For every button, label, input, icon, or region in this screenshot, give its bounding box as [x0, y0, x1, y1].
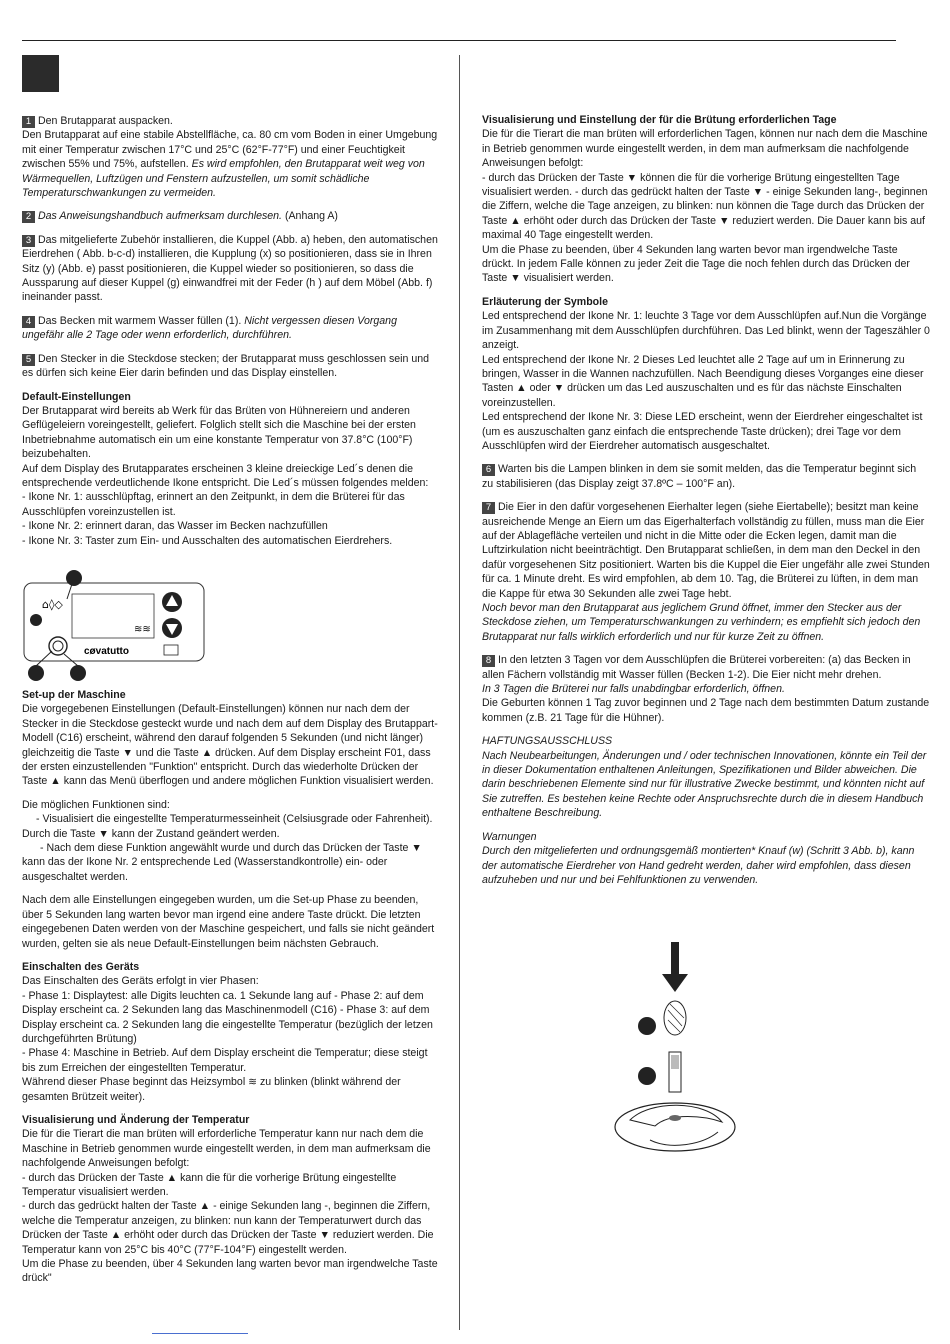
icon-3-description: - Ikone Nr. 3: Taster zum Ein- und Ausschalten des automatischen Eierdrehers.: [22, 534, 393, 547]
column-divider: [459, 55, 460, 1330]
disclaimer-text: Nach Neubearbeitungen, Änderungen und / oder technischen Innovationen, könnte ein Teil der in dieser Dokumentation enthaltenen Anleitungen, Spezifikationen und Bilder abweichen. Die darin beschriebenen Elemente sind nur für illustrative Zwecke bestimmt, und könnten nicht auf Sie zutreffen. Es bestehen keine Rechte oder Anspruchsrechte durch die in diesem Handbuch enthaltene Beschreibung.: [482, 749, 927, 820]
callout-shaft-dot: [638, 1067, 656, 1085]
step-3-number: 3: [22, 235, 35, 247]
step-6-number: 6: [482, 464, 495, 476]
setup-title: Set-up der Maschine: [22, 689, 126, 701]
step-5-number: 5: [22, 354, 35, 366]
step-1-note: Es wird empfohlen, den Brutapparat weit weg von Wärmequellen, Luftzügen und Fenstern aufzustellen, um somit schädliche Temperaturschwankungen zu vermeiden.: [22, 158, 425, 200]
callout-led-dot: [30, 614, 42, 626]
callout-2-dot: [70, 665, 86, 681]
days-text-2: - durch das Drücken der Taste ▼ können die für die vorherige Brütung eingestellten Tage visualisiert werden. - durch das gedrückt halten der Taste ▼ - einige Sekunden lang-, beginnen die Ziffern, welche die Tage anzeigen, zu blinken: nun können die Tage durch das Drücken der Taste ▲ erhöht oder durch das Drücken der Taste ▼ reduziert werden. Die Dauer kann bis auf maximal 40 Tage eingestellt werden.: [482, 171, 928, 242]
warnings: [482, 830, 930, 888]
power-on-text-2: - Phase 1: Displaytest: alle Digits leuchten ca. 1 Sekunde lang auf - Phase 2: auf dem Display erscheint ca. 2 Sekunden lang das Maschinenmodell (C16) - Phase 3: auf dem Display erscheint ca. 2 Sekunden lang die eingestellte Temperatur (bezüglich der letzen durchgeführten Brütung): [22, 989, 433, 1045]
power-on-title: Einschalten des Geräts: [22, 960, 140, 973]
functions-title: Die möglichen Funktionen sind:: [22, 798, 170, 811]
step-8-text: In den letzten 3 Tagen vor dem Ausschlüpfen die Brüterei vorbereiten: (a) das Becken in allen Fächern vollständig mit Wasser füllen (Becken 1-2). Die Eier nicht mehr drehen.: [482, 654, 911, 681]
temperature-text-2: - durch das Drücken der Taste ▲ kann die für die vorherige Brütung eingestellte Temperatur visualisiert werden.: [22, 1171, 397, 1198]
right-column: [482, 113, 930, 896]
step-8-note: In 3 Tagen die Brüterei nur falls unabdingbar erforderlich, öffnen.: [482, 683, 785, 696]
days-text-3: Um die Phase zu beenden, über 4 Sekunden lang warten bevor man irgendwelche Taste drückt. In jedem Falle können zu jeder Zeit die Tage die noch fehlen durch das Drücken der Taste ▼ visualisiert werden.: [482, 243, 910, 285]
symbols-text-1: Led entsprechend der Ikone Nr. 1: leuchte 3 Tage vor dem Ausschlüpfen auf.Nun die Vorgänge im Zusammenhang mit dem Ausschlüpfen durchführen. Das Led blinkt, wenn der Tageszähler 0 anzeigt.: [482, 310, 930, 352]
step-7-note: Noch bevor man den Brutapparat aus jeglichem Grund öffnet, immer den Stecker aus der Steckdose ziehen, um Temperaturschwankungen zu verhindern; es empfiehlt sich jedoch den Brutapparat nur falls wirklich erforderlich und nur für kurze Zeit zu öffnen.: [482, 602, 921, 643]
step-7: [482, 500, 930, 644]
days-section: [482, 113, 930, 286]
step-8: [482, 653, 930, 725]
function-1: - Visualisiert die eingestellte Temperaturmesseinheit (Celsiusgrade oder Fahrenheit). Durch die Taste ▼ kann der Zustand geändert werden.: [22, 813, 433, 840]
brand-logo: cøvatutto: [84, 646, 129, 657]
warnings-text: Durch den mitgelieferten und ordnungsgemäß montierten* Knauf (w) (Schritt 3 Abb. b), kann der automatische Eierdreher von Hand gedreht werden, daher wird empfohlen, dass diesen aufzuheben und nur und bei Fehlfunktionen zu verwenden.: [482, 845, 915, 886]
step-6-text: Warten bis die Lampen blinken in dem sie somit melden, das die Temperatur beginnt sich zu stabilisieren (das Display zeigt 37.8ºC – 100°F an).: [482, 463, 917, 490]
temperature-title: Visualisierung und Änderung der Temperatur: [22, 1113, 250, 1126]
step-3: [22, 233, 440, 305]
temperature-text-3: - durch das gedrückt halten der Taste ▲ - einige Sekunden lang -, beginnen die Ziffern, welche die Temperatur anzeigen, zu blinken: nun kann der Temperaturwert durch das Drücken der Taste ▲ erhöht oder durch das Drücken der Taste ▼ reduziert werden. Die Temperatur kann von 25°C bis 40°C (77°F-104°F) eingestellt werden.: [22, 1200, 434, 1256]
step-7-text: Die Eier in den dafür vorgesehenen Eierhalter legen (siehe Eiertabelle); besitzt man keine ausreichende Menge an Eiern um das Eigerhalterfach vollständig zu füllen, muss man die Eier auf der Ablagefläche verteilen und nicht in die Mitte oder die Ecken legen, damit man die Luftzirkulation nicht beeinträchtigt. Den Brutapparat schließen, in dem man den Deckel in den dafür vorgesehenen Sitz positioniert. Warten bis die Kuppel die Eier ungefähr alle zwei Stunden für ca. 1 Minute dreht. Es wird empfohlen, ab dem 10. Tag, die Brüterei zu lüften, in dem man die Kappe für etwa 30 Sekunden alle zwei Tage hebt.: [482, 501, 930, 600]
step-8-number: 8: [482, 655, 495, 667]
symbols-text-2: Led entsprechend der Ikone Nr. 2 Dieses Led leuchtet alle 2 Tage auf um in Erinnerung zu bringen, Wasser in die Wannen nachzufüllen. Nach Beendigung dieses Vorganges eine dieser Tasten ▲ oder ▼ drücken um das Led auszuschalten und es für das nächste Einschalten voreinzustellen.: [482, 353, 924, 409]
temperature-text-4: Um die Phase zu beenden, über 4 Sekunden lang warten bevor man irgendwelche Taste drück": [22, 1258, 438, 1285]
section-marker-block: [22, 55, 59, 92]
step-1-heading: Den Brutapparat auspacken.: [38, 115, 173, 127]
step-7-number: 7: [482, 502, 495, 514]
default-settings-text-2: Auf dem Display des Brutapparates erscheinen 3 kleine dreieckige Led´s denen die entsprechende verdeutlichende Ikone entspricht. Die Led´s müssen folgendes melden:: [22, 462, 429, 489]
power-on-section: [22, 960, 440, 1104]
step-2: [22, 209, 440, 223]
step-2-number: 2: [22, 211, 35, 223]
step-1: [22, 114, 440, 200]
step-1-number: 1: [22, 116, 35, 128]
temperature-section: [22, 1113, 440, 1286]
left-column: [22, 114, 440, 548]
disclaimer-title: HAFTUNGSAUSSCHLUSS: [482, 735, 613, 748]
step-4: [22, 314, 440, 343]
setup-text-2: Nach dem alle Einstellungen eingegeben wurden, um die Set-up Phase zu beenden, über 5 Sekunden lang warten bevor man irgend eine andere Taste drückt. Die letzten eingegebenen Daten werden von der Maschine gespeichert, und falls sie nicht geändert wurden, gelten sie als neue Default-Einstellungen beim nächsten Gebrauch.: [22, 894, 435, 950]
temperature-text-1: Die für die Tierart die man brüten will erforderliche Temperatur kann nur nach dem die Maschine in Betrieb genommen wurde eingestellt werden, in dem man aufmerksam die nachfolgende Anweisungen befolgt:: [22, 1128, 431, 1170]
step-1-text: Den Brutapparat auf eine stabile Abstellfläche, ca. 80 cm vom Boden in einer Umgebung mit einer Temperatur zwischen 17°C und 25°C (62°F-77°F) und einer Feuchtigkeit zwischen 55% und 75%, aufstellen.: [22, 129, 438, 171]
default-settings: [22, 390, 440, 548]
icon-1-description: - Ikone Nr. 1: ausschlüpftag, erinnert an den Zeitpunkt, in dem die Brüterei für das Ausschlüpfen voreinzustellen ist.: [22, 491, 405, 518]
warnings-title: Warnungen: [482, 830, 537, 843]
callout-3-dot: [28, 665, 44, 681]
symbols-section: [482, 295, 930, 453]
step-5-text: Den Stecker in die Steckdose stecken; der Brutapparat muss geschlossen sein und es dürfen sich keine Eier darin befinden und das Display einstellen.: [22, 352, 430, 380]
step-2-annex: (Anhang A): [284, 210, 338, 223]
setup-section: [22, 688, 440, 789]
power-on-text-3: - Phase 4: Maschine in Betrieb. Auf dem Display erscheint die Temperatur; diese steigt bis zum Erreichen der eingestellten Temperatur.: [22, 1047, 428, 1074]
function-2: - Nach dem diese Funktion angewählt wurde und durch das Drücken der Taste ▼ kann das der Ikone Nr. 2 entsprechende Led (Wasserstandkontrolle) ein- oder ausgeschaltet werden.: [22, 842, 422, 883]
left-column-lower: [22, 688, 440, 1295]
step-3-text: Das mitgelieferte Zubehör installieren, die Kuppel (Abb. a) heben, den automatischen Eierdrehen ( Abb. b-c-d) installieren, die Kupplung (x) so positionieren, dass sie in Ihren Sitz (y) (Abb. e) passt positionieren, die Kuppel wieder so positionieren, so dass die Aussparung auf dieser Kuppel (g) einwandfrei mit der Feder (h ) auf dem Möbel (Abb. f) ineinander passt.: [22, 233, 438, 304]
days-title: Visualisierung und Einstellung der für die Brütung erforderlichen Tage: [482, 114, 837, 126]
step-4-note: Nicht vergessen diesen Vorgang ungefähr alle 2 Tage oder wenn erforderlich, durchführen.: [22, 314, 397, 342]
disclaimer: [482, 734, 930, 820]
footnote-rule: [152, 1333, 248, 1334]
power-on-text-4: Während dieser Phase beginnt das Heizsymbol ≋ zu blinken (blinkt während der gesamten Brützeit weiter).: [22, 1076, 401, 1103]
turner-knob-figure: [610, 940, 750, 1160]
down-arrow-icon: [662, 974, 688, 992]
days-text-1: Die für die Tierart die man brüten will erforderlichen Tagen, können nur nach dem die Maschine in Betrieb genommen wurde eingestellt werden, in dem man aufmerksam die nachfolgende Anweisungen befolgt:: [482, 128, 928, 170]
step-5: [22, 352, 440, 381]
symbols-title: Erläuterung der Symbole: [482, 295, 608, 308]
default-settings-title: Default-Einstellungen: [22, 390, 131, 403]
step-2-text: Das Anweisungshandbuch aufmerksam durchlesen.: [38, 210, 282, 223]
default-settings-text-1: Der Brutapparat wird bereits ab Werk für das Brüten von Hühnereiern und anderen Geflügeleiern voreingestellt, geliefert. Folglich stellt sich die Maschine bei der ersten Inbetriebnahme automatisch ein um eine konstante Temperatur von 37.8°C (100°F) beizubehalten.: [22, 404, 416, 461]
callout-knob-dot: [638, 1017, 656, 1035]
setup-text-1: Die vorgegebenen Einstellungen (Default-Einstellungen) können nur nach dem der Stecker in die Steckdose gesteckt wurde und nach dem auf dem Display des Brutappart-Modell (C16) erscheint, während den darauf folgenden 5 Sekunden (und nicht länger) gleichzeitig die Taste ▼ und die Taste ▲ drücken. Auf dem Display erscheint F01, dass der ersten einzustellenden "Funktion" entspricht. Durch das wiederholte Drücken der Taste ▲ kann das Menü überflogen und andere möglichen Funktion visualisiert werden.: [22, 703, 438, 788]
functions-section: [22, 798, 440, 884]
power-on-text-1: Das Einschalten des Geräts erfolgt in vier Phasen:: [22, 975, 259, 988]
led-icons: ⌂◊◇: [42, 598, 63, 611]
step-6: [482, 462, 930, 491]
top-rule: [22, 40, 896, 41]
icon-2-description: - Ikone Nr. 2: erinnert daran, das Wasser im Becken nachzufüllen: [22, 520, 328, 533]
symbols-text-3: Led entsprechend der Ikone Nr. 3: Diese LED erscheint, wenn der Eierdreher eingeschaltet ist (um es auszuschalten ganz einfach die entsprechende Taste drücken); drei Tage vor dem Ausschlüpfen wird der Eierdreher automatisch ausgeschaltet.: [482, 411, 923, 452]
step-4-number: 4: [22, 316, 35, 328]
svg-text:≋≋: ≋≋: [134, 624, 151, 635]
step-8-text-2: Die Geburten können 1 Tag zuvor beginnen und 2 Tage nach dem bestimmten Datum zustande kommen (z.B. 21 Tage für die Hühner).: [482, 697, 930, 724]
control-panel-figure: [22, 566, 212, 686]
step-4-text: Das Becken mit warmem Wasser füllen (1).: [38, 314, 242, 327]
